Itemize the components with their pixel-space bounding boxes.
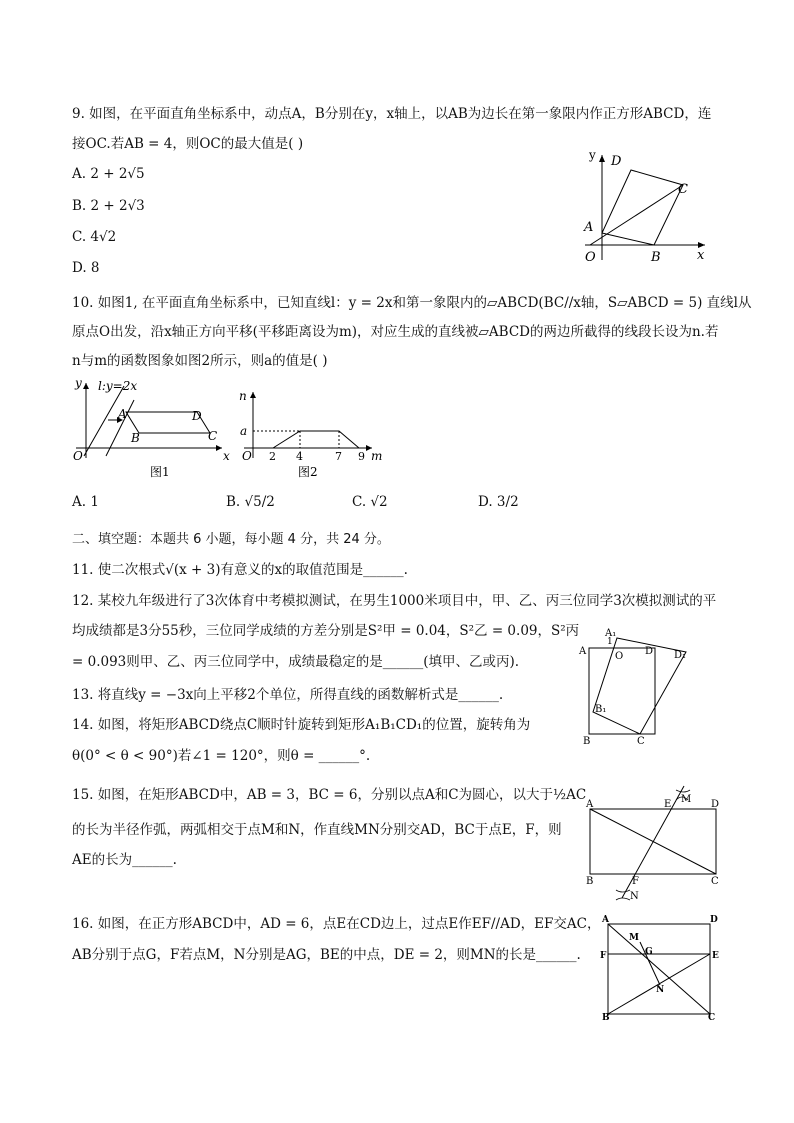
q16-fig-a: A bbox=[602, 915, 609, 925]
q9-option-b[interactable]: B. 2 + 2√3 bbox=[72, 198, 145, 214]
q15-line1: 15. 如图，在矩形ABCD中，AB = 3，BC = 6，分别以点A和C为圆心，以大于½AC bbox=[72, 787, 587, 803]
q10-fig1-caption: 图1 bbox=[150, 465, 170, 479]
q16-fig-b: B bbox=[602, 1013, 610, 1022]
q16-fig-f: F bbox=[600, 951, 607, 961]
q10-option-d[interactable]: D. 3/2 bbox=[478, 494, 519, 510]
q15-line3: AE的长为______. bbox=[72, 852, 177, 868]
q10-fig1-d: D bbox=[192, 409, 202, 423]
q14-fig-a: A bbox=[579, 646, 587, 657]
q9-fig-d: D bbox=[611, 154, 622, 169]
q9-fig-a: A bbox=[584, 220, 594, 235]
q16-figure bbox=[598, 912, 726, 1022]
q9-fig-c: C bbox=[678, 182, 688, 197]
q16-fig-g: G bbox=[645, 947, 653, 957]
q14-fig-b: B bbox=[583, 736, 591, 746]
q10-figures bbox=[72, 378, 392, 480]
q10-fig1-b: B bbox=[131, 431, 140, 445]
q14-fig-1: 1 bbox=[607, 637, 613, 647]
q16-fig-m: M bbox=[629, 933, 639, 943]
q13-text: 13. 将直线y = −3x向上平移2个单位，所得直线的函数解析式是______. bbox=[72, 687, 504, 703]
q15-line2: 的长为半径作弧，两弧相交于点M和N，作直线MN分别交AD，BC于点E，F，则 bbox=[72, 822, 562, 838]
q10-fig2-tick-9: 9 bbox=[358, 450, 365, 463]
q14-fig-d: D bbox=[645, 646, 654, 657]
q10-option-b[interactable]: B. √5/2 bbox=[226, 494, 275, 510]
q9-option-c[interactable]: C. 4√2 bbox=[72, 229, 117, 245]
q16-fig-e: E bbox=[712, 951, 719, 961]
q14-figure bbox=[575, 624, 720, 746]
q12-line1: 12. 某校九年级进行了3次体育中考模拟测试，在男生1000米项目中，甲、乙、丙三位同学3次模拟测试的平 bbox=[72, 593, 717, 609]
q10-fig2-tick-2: 2 bbox=[269, 450, 276, 463]
q16-fig-d: D bbox=[710, 915, 718, 925]
q14-fig-c: C bbox=[637, 736, 645, 746]
q16-fig-c: C bbox=[708, 1013, 716, 1022]
q15-fig-e: E bbox=[664, 799, 672, 810]
q10-fig2-tick-4: 4 bbox=[296, 450, 303, 463]
q10-fig1-c: C bbox=[208, 429, 218, 443]
q11-text: 11. 使二次根式√(x + 3)有意义的x的取值范围是______. bbox=[72, 562, 408, 578]
q16-fig-n: N bbox=[656, 985, 665, 995]
q9-option-a[interactable]: A. 2 + 2√5 bbox=[72, 166, 145, 182]
q10-fig2-m: m bbox=[371, 449, 383, 463]
q10-line3: n与m的函数图象如图2所示，则a的值是( ) bbox=[72, 353, 328, 369]
q9-fig-y: y bbox=[589, 148, 596, 162]
q15-fig-d: D bbox=[711, 799, 720, 810]
q14-line2: θ(0° < θ < 90°)若∠1 = 120°，则θ = ______°. bbox=[72, 748, 371, 764]
q16-line1: 16. 如图，在正方形ABCD中，AD = 6，点E在CD边上，过点E作EF//AD，EF交AC， bbox=[72, 916, 601, 932]
q9-line1: 9. 如图，在平面直角坐标系中，动点A，B分别在y，x轴上，以AB为边长在第一象限内作正方形ABCD，连 bbox=[72, 106, 712, 122]
q9-fig-b: B bbox=[651, 250, 661, 265]
q15-fig-a: A bbox=[586, 799, 594, 810]
q15-fig-b: B bbox=[586, 876, 594, 887]
q10-fig1-a: A bbox=[118, 407, 127, 421]
q10-fig2-a: a bbox=[240, 424, 248, 438]
q10-fig2-caption: 图2 bbox=[298, 465, 318, 479]
q10-fig2-tick-7: 7 bbox=[335, 450, 342, 463]
q10-line2: 原点O出发，沿x轴正方向平移(平移距离设为m)，对应生成的直线被▱ABCD的两边所截得的线段长设为n.若 bbox=[72, 324, 719, 340]
q15-fig-f: F bbox=[632, 876, 639, 887]
q14-fig-b1: B₁ bbox=[595, 704, 607, 715]
q12-line3: = 0.093则甲、乙、丙三位同学中，成绩最稳定的是______(填甲、乙或丙). bbox=[72, 654, 520, 670]
q10-line1: 10. 如图1, 在平面直角坐标系中，已知直线l：y = 2x和第一象限内的▱ABCD(BC//x轴，S▱ABCD = 5) 直线l从 bbox=[72, 295, 752, 311]
q14-fig-a1: A₁ bbox=[605, 628, 617, 639]
q9-fig-o: O bbox=[585, 250, 596, 265]
q12-line2: 均成绩都是3分55秒，三位同学成绩的方差分别是S²甲 = 0.04，S²乙 = 0.09，S²丙 bbox=[72, 623, 580, 639]
q15-fig-n: N bbox=[630, 891, 639, 902]
q9-figure bbox=[575, 145, 715, 270]
q9-line2: 接OC.若AB = 4，则OC的最大值是( ) bbox=[72, 136, 304, 152]
q14-fig-o: O bbox=[615, 651, 624, 662]
q15-figure bbox=[580, 780, 725, 905]
q15-fig-m: M bbox=[681, 794, 692, 805]
q10-option-c[interactable]: C. √2 bbox=[352, 494, 388, 510]
q9-option-d[interactable]: D. 8 bbox=[72, 260, 100, 276]
q10-option-a[interactable]: A. 1 bbox=[72, 494, 99, 510]
q16-line2: AB分别于点G，F若点M，N分别是AG，BE的中点，DE = 2，则MN的长是______. bbox=[72, 947, 581, 963]
q10-fig1-x: x bbox=[223, 449, 230, 463]
q9-fig-x: x bbox=[697, 248, 705, 263]
q10-fig1-y: y bbox=[75, 378, 82, 390]
q14-line1: 14. 如图，将矩形ABCD绕点C顺时针旋转到矩形A₁B₁CD₁的位置，旋转角为 bbox=[72, 717, 531, 733]
q10-fig1-line-label: l:y=2x bbox=[98, 379, 138, 393]
q10-fig1-o: O bbox=[73, 449, 83, 463]
q10-fig2-n: n bbox=[239, 389, 247, 403]
section-fill-in-heading: 二、填空题：本题共 6 小题，每小题 4 分，共 24 分。 bbox=[72, 532, 390, 547]
q14-fig-d1: D₁ bbox=[674, 650, 687, 661]
q15-fig-c: C bbox=[711, 876, 719, 887]
q10-fig2-o: O bbox=[242, 449, 252, 463]
